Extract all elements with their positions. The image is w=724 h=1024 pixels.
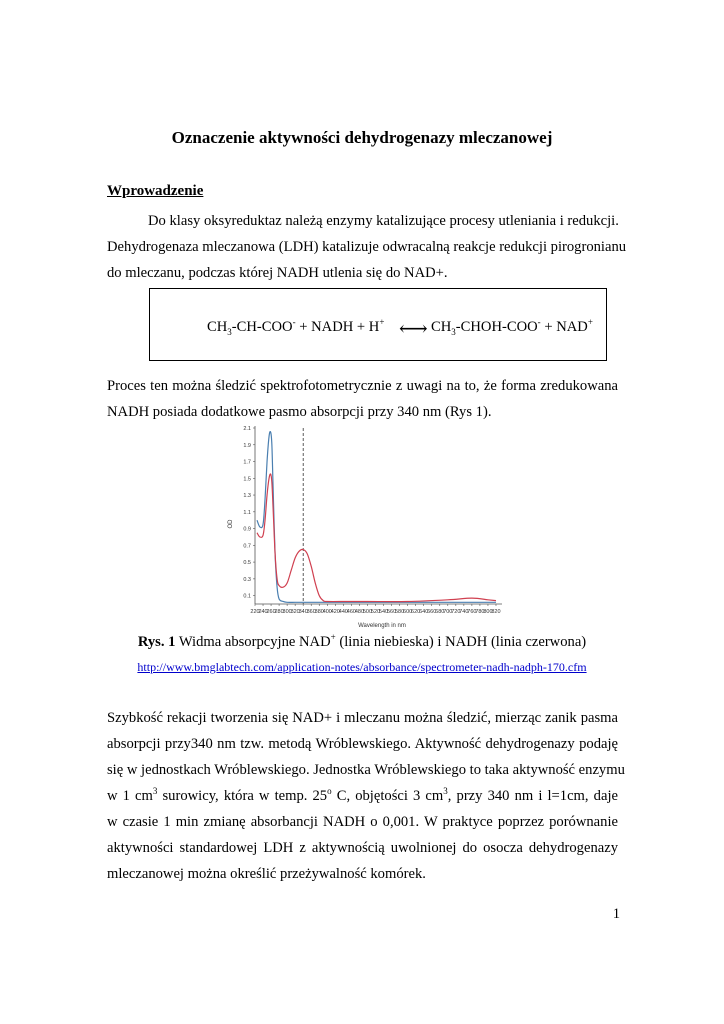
y-tick-label: 1.5: [243, 476, 251, 483]
y-tick-label: 1.3: [243, 493, 251, 500]
series-line-nadh: [257, 474, 496, 602]
x-tick-label: 340: [298, 609, 308, 615]
reversible-arrow-icon: ⟷: [399, 318, 428, 340]
x-tick-label: 760: [467, 609, 477, 615]
x-tick-label: 260: [266, 609, 276, 615]
x-tick-label: 740: [459, 609, 469, 615]
section-heading: Wprowadzenie: [107, 183, 204, 199]
y-tick-label: 1.1: [243, 509, 251, 516]
x-tick-label: 780: [475, 609, 485, 615]
text-line: Proces ten można śledzić spektrofotometrycznie z uwagi na to, że forma zredukowana: [107, 378, 618, 394]
text-line: absorpcji przy340 nm tzw. metodą Wróblewskiego. Aktywność dehydrogenazy podaję: [107, 736, 618, 752]
paragraph-method: [107, 705, 625, 887]
paragraph-intro: [107, 208, 627, 286]
x-tick-label: 560: [386, 609, 397, 615]
text-line: Dehydrogenaza mleczanowa (LDH) katalizuje odwracalną reakcje redukcji pirogronianu: [107, 239, 627, 255]
x-tick-label: 320: [290, 609, 300, 615]
x-tick-label: 660: [427, 609, 437, 615]
text-line: Szybkość rekacji tworzenia się NAD+ i mleczanu można śledzić, mierząc zanik pasma: [107, 710, 618, 726]
text-line: w 1 $cm^3$ surowicy, która w temp. 25$^o$ C, objętości 3 $cm^3$, przy 340 nm i l=1cm, daje: [107, 786, 618, 804]
y-tick-label: 0.5: [243, 560, 251, 567]
x-tick-label: 700: [443, 609, 453, 615]
x-tick-label: 800: [483, 609, 493, 615]
x-tick-label: 540: [378, 609, 389, 615]
x-tick-label: 480: [354, 609, 365, 615]
text-line: w czasie 1 min zmianę absorbancji NADH o 0,001. W praktyce poprzez porównanie: [107, 814, 618, 830]
x-tick-label: 440: [338, 609, 348, 615]
x-tick-label: 300: [282, 609, 292, 615]
x-tick-label: 680: [435, 609, 445, 615]
absorbance-spectrum-chart: [222, 420, 507, 632]
x-tick-label: 500: [362, 609, 373, 615]
text-line: do mleczanu, podczas której NADH utlenia się do NAD+.: [107, 265, 448, 281]
y-tick-label: 0.1: [243, 593, 251, 600]
paragraph-process: [107, 373, 618, 425]
x-tick-label: 520: [370, 609, 381, 615]
x-tick-label: 380: [314, 609, 324, 615]
x-tick-label: 420: [330, 609, 340, 615]
figure-caption: Rys. 1 Widma absorpcyjne NAD+ (linia niebieska) i NADH (linia czerwona): [137, 632, 587, 650]
x-tick-label: 240: [258, 609, 268, 615]
chart-x-axis-label: Wavelength in nm: [358, 623, 406, 629]
y-tick-label: 0.7: [243, 543, 251, 550]
reaction-left-side: $CH_3-CH-COO^-$ + NADH + H+: [207, 317, 385, 337]
page-title: Oznaczenie aktywności dehydrogenazy mleczanowej: [171, 128, 553, 147]
x-tick-label: 220: [250, 609, 260, 615]
y-tick-label: 2.1: [243, 426, 251, 432]
page-number: 1: [612, 906, 620, 922]
x-tick-label: 460: [346, 609, 356, 615]
x-tick-label: 360: [306, 609, 316, 615]
x-tick-label: 400: [322, 609, 332, 615]
figure-label: Rys. 1: [137, 634, 176, 650]
series-line-nadplus: [257, 432, 496, 603]
text-line: aktywności standardowej LDH z aktywnością uwolnionej do osocza dehydrogenazy: [107, 840, 618, 856]
reaction-right-side: $CH_3-CHOH-COO^- + NAD^+$: [431, 317, 593, 337]
x-tick-label: 820: [491, 609, 501, 615]
x-tick-label: 280: [274, 609, 284, 615]
text-line: się w jednostkach Wróblewskiego. Jednostka Wróblewskiego to taka aktywność enzymu: [107, 762, 625, 778]
text-line: NADH posiada dodatkowe pasmo absorpcji przy 340 nm (Rys 1).: [107, 404, 492, 420]
x-tick-label: 600: [403, 609, 413, 615]
text-line: mleczanowej można określić przeżywalność komórek.: [107, 866, 426, 882]
text-line: Do klasy oksyreduktaz należą enzymy katalizujące procesy utleniania i redukcji.: [148, 213, 619, 229]
x-tick-label: 720: [451, 609, 461, 615]
x-tick-label: 580: [394, 609, 405, 615]
y-tick-label: 1.9: [243, 442, 251, 449]
x-tick-label: 640: [419, 609, 429, 615]
y-tick-label: 1.7: [243, 459, 251, 466]
y-tick-label: 0.9: [243, 526, 251, 533]
reaction-equation-box: [149, 288, 607, 361]
chart-y-axis-label: OD: [228, 519, 234, 529]
x-tick-label: 620: [411, 609, 421, 615]
source-link[interactable]: http://www.bmglabtech.com/application-notes/absorbance/spectrometer-nadh-nadph-170.cfm: [137, 660, 587, 674]
y-tick-label: 0.3: [243, 576, 251, 583]
